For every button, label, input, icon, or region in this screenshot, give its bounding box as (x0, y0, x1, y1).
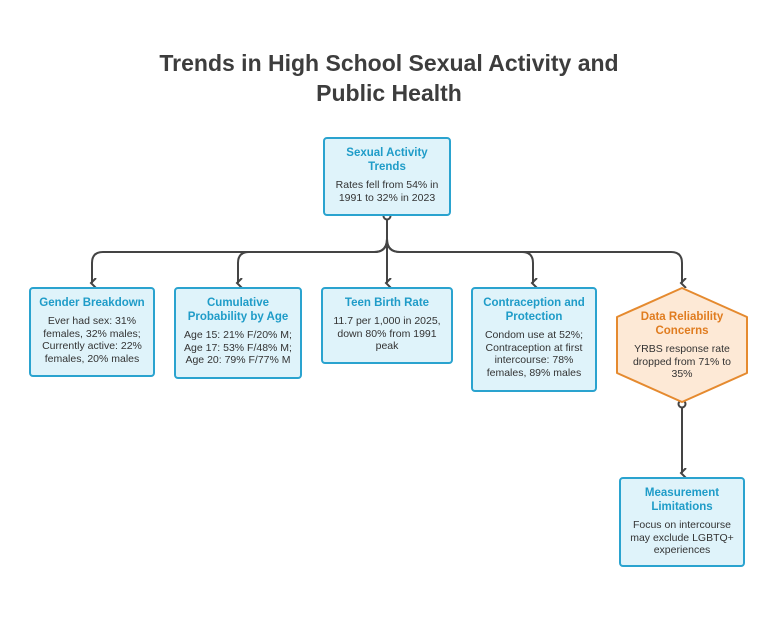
hexagon-content (628, 310, 736, 381)
node-body: Age 15: 21% F/20% M; Age 17: 53% F/48% M; Age 20: 79% F/77% M (184, 329, 292, 366)
node-title: Teen Birth Rate (344, 297, 430, 309)
node-contraception-protection (471, 287, 597, 392)
node-body: Rates fell from 54% in 1991 to 32% in 2023 (335, 179, 439, 204)
node-body: Condom use at 52%; Contraception at first intercourse: 78% females, 89% males (484, 329, 584, 379)
node-sexual-activity-trends (323, 137, 451, 216)
node-title: Cumulative Probability by Age (187, 297, 289, 323)
connector-to-reliability (387, 239, 682, 283)
node-title: Gender Breakdown (39, 297, 145, 309)
connector-to-gender (92, 239, 387, 283)
node-title: Sexual Activity Trends (346, 147, 428, 173)
node-title: Contraception and Protection (483, 297, 585, 323)
node-body: 11.7 per 1,000 in 2025, down 80% from 1991 peak (333, 315, 441, 352)
node-title: Data Reliability Concerns (640, 311, 724, 337)
connector-to-cumulative (238, 239, 387, 283)
node-title: Measurement Limitations (644, 487, 720, 513)
title-line-2: Public Health (316, 80, 462, 106)
node-body: Focus on intercourse may exclude LGBTQ+ experiences (630, 519, 734, 556)
node-gender-breakdown (29, 287, 155, 377)
node-body: Ever had sex: 31% females, 32% males; Currently active: 22% females, 20% males (42, 315, 142, 365)
connector-to-contraception (387, 239, 533, 283)
node-measurement-limitations (619, 477, 745, 567)
node-cumulative-probability (174, 287, 302, 379)
node-data-reliability (614, 286, 750, 404)
node-teen-birth-rate (321, 287, 453, 364)
title-line-1: Trends in High School Sexual Activity and (159, 50, 619, 76)
node-body: YRBS response rate dropped from 71% to 35% (632, 343, 732, 380)
